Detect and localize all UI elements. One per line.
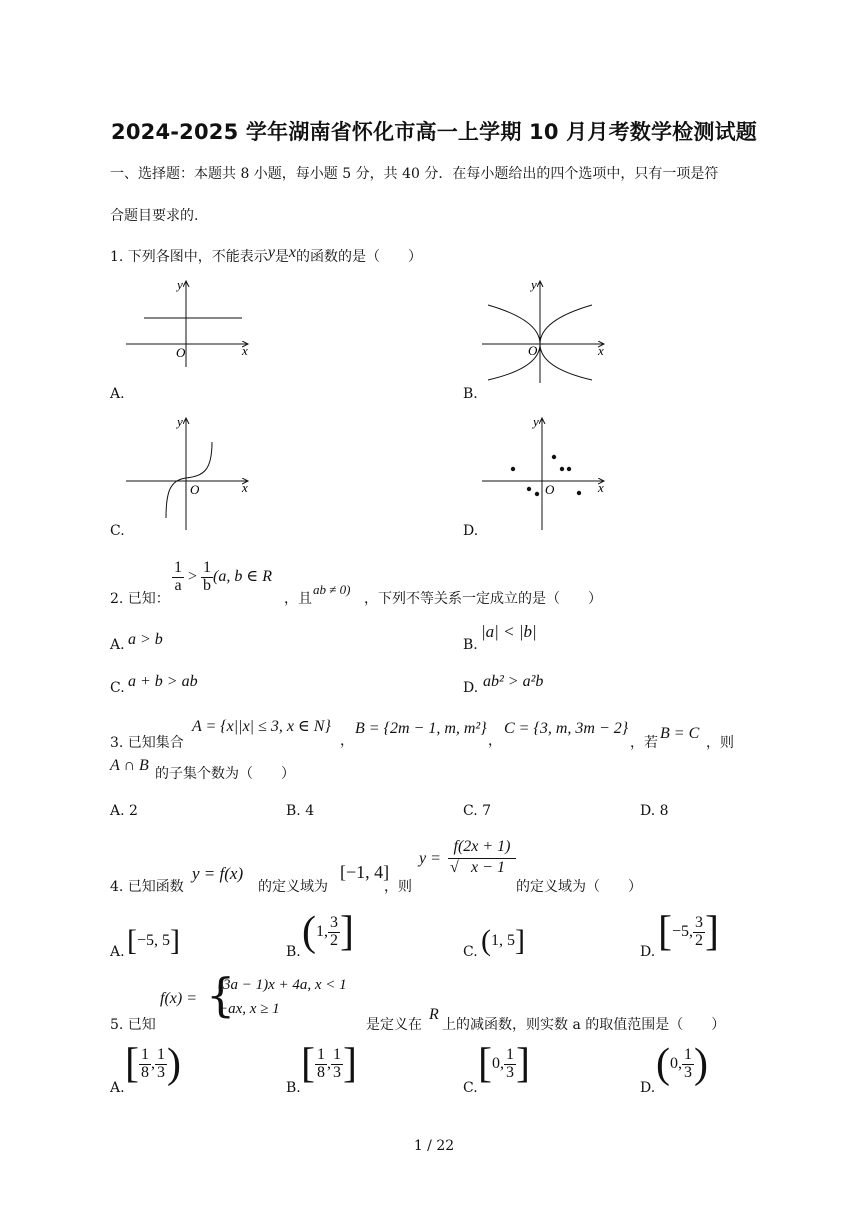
q5-option-b: [ $\frac{1}{8}$ , $\frac{1}{3}$ ] (301, 1041, 357, 1087)
q5-stem-suffix: 上的减函数，则实数 a 的取值范围是（ ） (442, 1017, 726, 1033)
q4-option-b: (1, $\frac{3}{2}$ ] (302, 909, 354, 955)
q2-stem-prefix: 2. 已知： (110, 591, 170, 607)
q3-option-b: B. 4 (286, 803, 315, 819)
q3-comma-1: ， (340, 733, 354, 749)
q5-option-b-label: B. (286, 1080, 301, 1096)
q4-fraction: f(2x + 1) √ x − 1 (448, 838, 516, 877)
q1-stem: 1. 下列各图中，不能表示y是x的函数的是（ ） (110, 244, 423, 265)
y-label: y (533, 414, 539, 429)
q3-comma-2: ， (488, 733, 502, 749)
q4-domain: [−1, 4] (340, 862, 390, 882)
q3-stem-mid: ，若 (630, 735, 658, 751)
q1-label-d: D. (463, 523, 479, 539)
x-label: x (242, 343, 248, 358)
q3-set-a: A = {x||x| ≤ 3, x ∈ N} (192, 718, 331, 735)
q2-option-a-label: A. (110, 637, 125, 653)
y-label: y (531, 277, 537, 292)
q1-graph-d (478, 412, 618, 532)
y-label: y (177, 277, 183, 292)
x-label: x (598, 480, 604, 495)
q4-option-d-label: D. (640, 944, 656, 960)
q2-condition: $\frac{1}{a}$ > $\frac{1}{b}$ (a, b ∈ R (174, 559, 272, 594)
q1-graph-b (478, 275, 618, 385)
q2-stem-suffix: ，下列不等关系一定成立的是（ ） (364, 591, 602, 607)
q5-case-2: −ax, x ≥ 1 (218, 1001, 280, 1017)
cubic-curve (166, 442, 212, 518)
q2-option-d: ab² > a²b (483, 673, 544, 690)
q5-stem-mid: 是定义在 (366, 1017, 422, 1033)
q2-option-b: |a| < |b| (481, 622, 537, 641)
q3-stem-prefix: 3. 已知集合 (110, 735, 184, 751)
origin-label: O (528, 343, 538, 358)
q5-option-c-label: C. (463, 1080, 478, 1096)
q3-set-b: B = {2m − 1, m, m²} (355, 720, 487, 737)
q3-intersection: A ∩ B (110, 757, 149, 774)
page-number: 1 / 22 (413, 1138, 455, 1154)
q1-label-b: B. (463, 386, 478, 402)
data-point (560, 467, 564, 471)
x-label: x (598, 343, 604, 358)
q1-label-a: A. (110, 386, 125, 402)
q5-stem-prefix: 5. 已知 (110, 1017, 156, 1033)
q5-brace: { (206, 968, 236, 1022)
q2-option-a: a > b (128, 631, 163, 648)
q3-stem-line2: 的子集个数为（ ） (155, 766, 295, 782)
x-label: x (242, 480, 248, 495)
origin-label: O (545, 482, 555, 497)
section-instructions-line1: 一、选择题：本题共 8 小题，每小题 5 分，共 40 分．在每小题给出的四个选项中，只有一项是符 (110, 166, 719, 182)
data-point (527, 487, 531, 491)
page-title: 2024-2025 学年湖南省怀化市高一上学期 10 月月考数学检测试题 (111, 120, 757, 144)
q2-option-d-label: D. (463, 680, 479, 696)
q5-option-a-label: A. (110, 1080, 125, 1096)
q5-option-d-label: D. (640, 1080, 656, 1096)
data-point (577, 491, 581, 495)
q5-option-a: [ $\frac{1}{8}$ , $\frac{1}{3}$ ) (125, 1041, 181, 1087)
q3-set-c: C = {3, m, 3m − 2} (504, 720, 629, 737)
q4-stem-suffix: 的定义域为（ ） (516, 879, 642, 895)
q5-var-r: R (429, 1006, 439, 1023)
q2-option-c-label: C. (110, 680, 125, 696)
q4-option-b-label: B. (286, 944, 301, 960)
q3-option-c: C. 7 (463, 803, 492, 819)
q5-case-1: (3a − 1)x + 4a, x < 1 (218, 977, 347, 993)
q4-option-c: (1, 5] (481, 924, 525, 957)
section-instructions-line2: 合题目要求的. (110, 208, 199, 224)
q2-option-b-label: B. (463, 637, 478, 653)
right-curve (540, 305, 592, 380)
data-point (535, 492, 539, 496)
q4-y-eq: y = (419, 850, 441, 867)
q2-option-c: a + b > ab (128, 673, 198, 690)
q3-stem-suffix: ，则 (706, 735, 734, 751)
data-point (511, 467, 515, 471)
q3-option-a: A. 2 (110, 803, 138, 819)
q4-option-a: [−5, 5] (127, 924, 181, 957)
q5-option-c: [0, $\frac{1}{3}$ ] (478, 1041, 530, 1087)
data-point (567, 467, 571, 471)
q4-function: y = f(x) (192, 864, 244, 883)
origin-label: O (190, 482, 200, 497)
q2-stem-mid: ，且 (284, 591, 312, 607)
q3-option-d: D. 8 (640, 803, 669, 819)
q2-condition-2: ab ≠ 0) (313, 582, 351, 597)
q4-option-d: [−5, $\frac{3}{2}$ ] (658, 909, 720, 955)
q4-stem-prefix: 4. 已知函数 (110, 879, 184, 895)
q4-option-c-label: C. (463, 944, 478, 960)
y-label: y (177, 414, 183, 429)
data-point (552, 455, 556, 459)
q1-label-c: C. (110, 523, 125, 539)
q3-condition: B = C (660, 725, 700, 742)
q4-stem-then: ，则 (384, 879, 412, 895)
q1-graph-c (120, 412, 260, 532)
q1-graph-a (120, 275, 260, 370)
q4-stem-mid: 的定义域为 (258, 879, 328, 895)
q5-fx: f(x) = (160, 990, 197, 1007)
q4-option-a-label: A. (110, 944, 125, 960)
q5-option-d: (0, $\frac{1}{3}$ ) (656, 1041, 708, 1087)
origin-label: O (176, 345, 186, 360)
